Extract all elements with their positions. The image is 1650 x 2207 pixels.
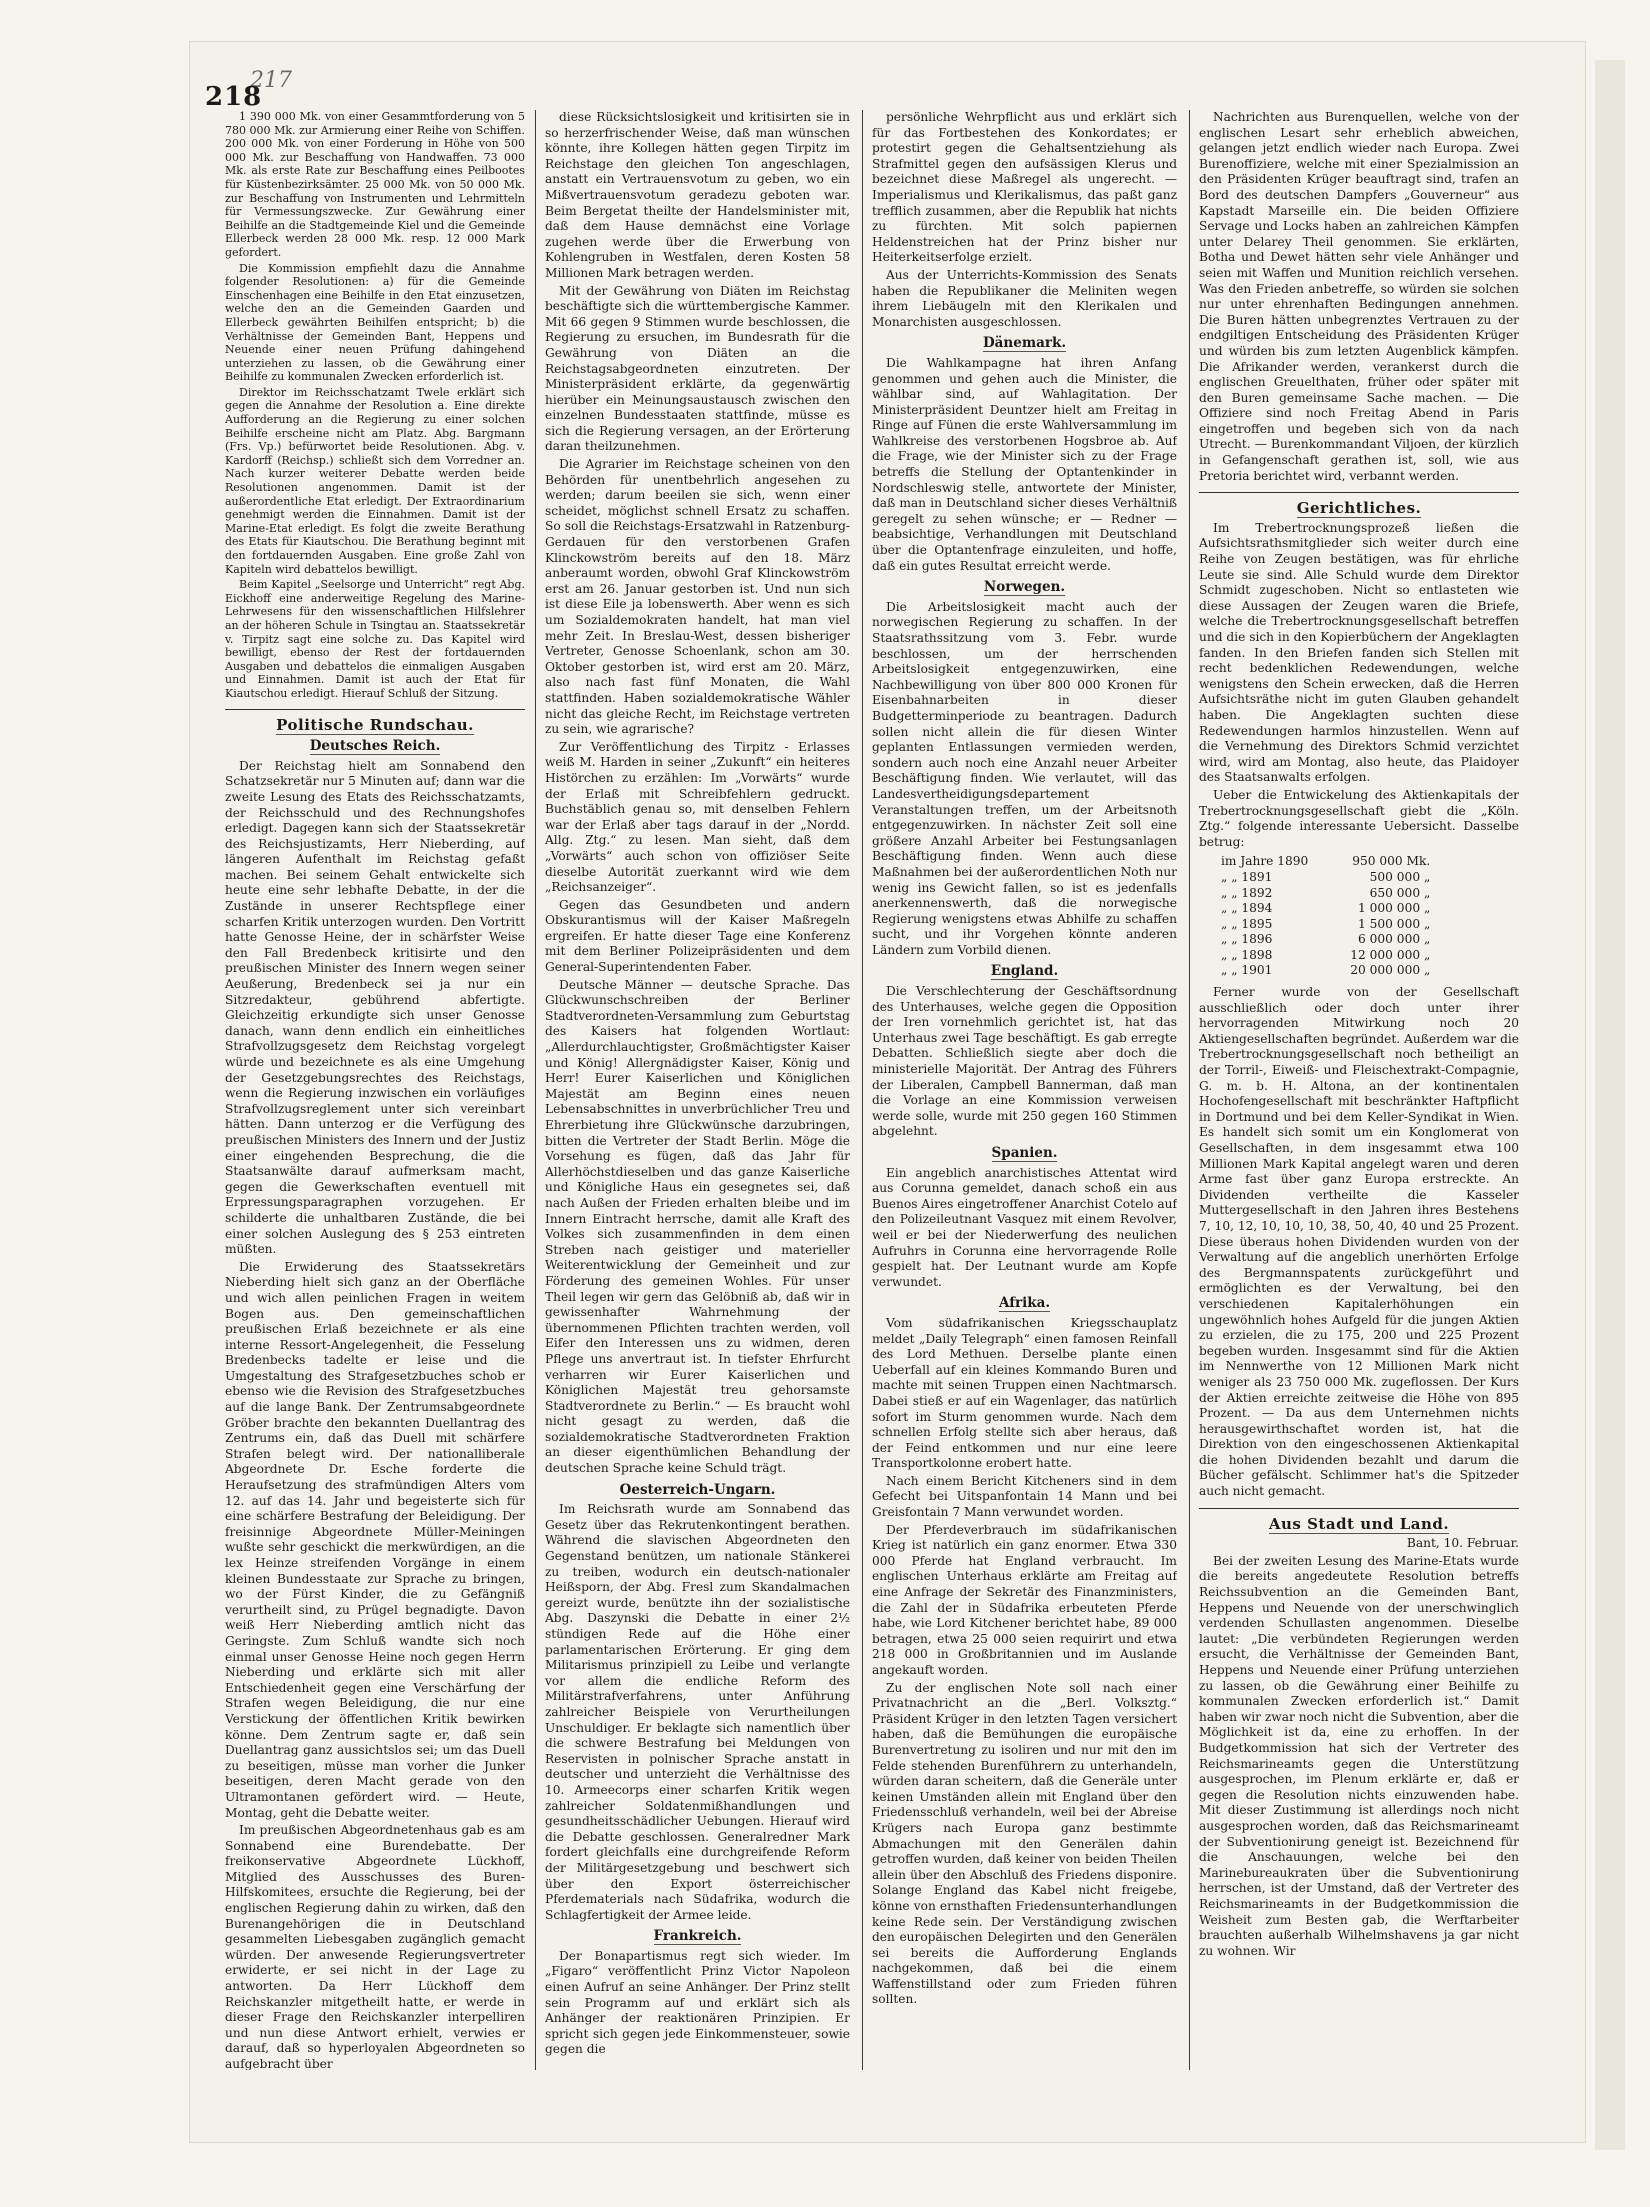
- article-paragraph: Im Reichsrath wurde am Sonnabend das Gesetz über das Rekrutenkontingent berathen. Während die slavischen Abgeordneten den Gegenstand benützen, um nationale Stänkerei zu treiben, wodurch ein deutsch-nationaler Heißsporn, der Abg. Fresl zum Skandalmachen gereizt wurde, benützte ihn der sozialistische Abg. Daszynski die Debatte in einer 2½ stündigen Rede auf die Höhe einer parlamentarischen Erörterung. Er ging dem Militarismus prinzipiell zu Leibe und verlangte vor allem die endliche Reform des Militärstrafverfahrens, unter Anführung zahlreicher Beispiele von Verurtheilungen Unschuldiger. Er beklagte sich namentlich über die schwere Bestrafung bei Meldungen von Reservisten in polnischer Sprache anstatt in deutscher und unterzieht die Verhältnisse des 10. Armeecorps einer scharfen Kritik wegen zahlreicher Soldatenmißhandlungen und gesundheitsschädlicher Uebungen. Hierauf wird die Debatte geschlossen. Generalredner Mark fordert gleichfalls eine durchgreifende Reform der Militärgesetzgebung und beschwert sich über den Export österreichischer Pferdematerials nach Südafrika, wodurch die Schlagfertigkeit der Armee leide.: [545, 1502, 850, 1922]
- table-row: [1215, 901, 1436, 917]
- article-paragraph: Die Verschlechterung der Geschäftsordnung des Unterhauses, welche gegen die Opposition der Iren vornehmlich gerichtet ist, hat das Unterhaus zwei Tage beschäftigt. Es gab erregte Debatten. Schließlich siegte aber doch die ministerielle Majorität. Der Antrag des Führers der Liberalen, Campbell Bannerman, daß man die Vorlage an eine Kommission verweisen werde solle, wurde mit 250 gegen 160 Stimmen abgelehnt.: [872, 984, 1177, 1139]
- col1-block3: Direktor im Reichsschatzamt Twele erklärt sich gegen die Annahme der Resolution a. Eine direkte Aufforderung an die Regierung zu einer solchen Beihilfe erscheine nicht am Platz. Abg. Bargmann (Frs. Vp.) befürwortet beide Resolutionen. Abg. v. Kardorff (Reichsp.) schließt sich dem Vorredner an. Nach kurzer weiterer Debatte werden beide Resolutionen angenommen. Damit ist der außerordentliche Etat erledigt. Der Extraordinarium genehmigt werden die Einnahmen. Damit ist der Marine-Etat erledigt. Es folgt die zweite Berathung des Etats für Kiautschou. Die Berathung beginnt mit den fortdauernden Ausgaben. Eine große Zahl von Kapiteln wird debattelos bewilligt.: [225, 385, 525, 576]
- page-edge: [1595, 60, 1625, 2150]
- subheading-spanien: Spanien.: [991, 1145, 1058, 1161]
- article-paragraph: Die Wahlkampagne hat ihren Anfang genommen und gehen auch die Minister, die wählbar sind, auf Wahlagitation. Der Ministerpräsident Deuntzer hielt am Freitag in Ringe auf Fünen die erste Wahlversammlung im Wahlkreise des verstorbenen Hogsbroe ab. Auf die Frage, wie der Minister sich zu der Frage betreffs die Stellung der Optantenkinder in Nordschleswig stelle, antwortete der Minister, daß man in Deutschland sicher dieses Verhältniß geregelt zu sehen wünsche; er — Redner — beabsichtige, Verhandlungen mit Deutschland über die Optantenfrage einzuleiten, und hoffe, daß ein gutes Resultat erreicht werde.: [872, 355, 1177, 573]
- article-paragraph: Die Agrarier im Reichstage scheinen von den Behörden für unentbehrlich angesehen zu werden; darum beeilen sie sich, wenn einer scheidet, möglichst schnell Ersatz zu schaffen. So soll die Reichstags-Ersatzwahl in Ratzenburg-Gerdauen für den verstorbenen Grafen Klinckowström bereits auf den 18. März anberaumt worden, obwohl Graf Klinckowström erst am 26. Januar gestorben ist. Und nun sich ist diese Eile ja lobenswerth. Aber wenn es sich um Sozialdemokraten handelt, hat man viel mehr Zeit. In Breslau-West, dessen bisheriger Vertreter, Genosse Schoenlank, schon am 30. Oktober gestorben ist, wird erst am 20. März, also nach fast fünf Monaten, die Wahl stattfinden. Haben sozialdemokratische Wähler nicht das gleiche Recht, im Reichstage vertreten zu sein, wie agrarische?: [545, 457, 850, 737]
- column-rule: [862, 110, 863, 2070]
- article-paragraph: Aus der Unterrichts-Kommission des Senats haben die Republikaner die Meliniten wegen ihrem Liebäugeln mit den Klerikalen und Monarchisten ausgeschlossen.: [872, 267, 1177, 329]
- subheading-frankreich: Frankreich.: [653, 1928, 742, 1945]
- section-heading-politische-rundschau: Politische Rundschau.: [276, 715, 474, 734]
- article-paragraph: Die Erwiderung des Staatssekretärs Nieberding hielt sich ganz an der Oberfläche und wich allen peinlichen Fragen in weitem Bogen aus. Den gemeinschaftlichen preußischen Erlaß bezeichnete er als eine interne Ressort-Angelegenheit, die Fesselung Bredenbecks tadelte er leise und die Umgestaltung des Strafgesetzbuches schob er ebenso wie die Revision des Strafgesetzbuches auf die lange Bank. Der Zentrumsabgeordnete Gröber brachte den bekannten Duellantrag des Zentrums ein, daß das Duell mit schärfere Strafen belegt wird. Der nationalliberale Abgeordnete Dr. Esche forderte die Heraufsetzung des strafmündigen Alters vom 12. auf das 14. Jahr und begeisterte sich für eine schärfere Bestrafung der Beleidigung. Der freisinnige Abgeordnete Müller-Meiningen wußte sehr geschickt die merkwürdigen, an die lex Heinze streifenden Vorgänge in einem kleinen Bundesstaate zur Sprache zu bringen, wo der Fürst Kinder, die zu Gefängniß verurtheilt sind, zu Prügel begnadigte. Davon weiß Herr Nieberding amtlich nicht das Geringste. Zum Schluß wandte sich noch einmal unser Genosse Heine noch gegen Herrn Nieberding und erklärte sich mit aller Entschiedenheit gegen eine Verschärfung der Strafen wegen Beleidigung, die nur eine Verstickung der öffentlichen Kritik bewirken könne. Dem Zentrum sagte er, daß sein Duellantrag ganz aussichtslos sei; um das Duell zu beseitigen, müsse man vorher die Junker beseitigen, deren Macht gerade von den Ultramontanen gefördert wird. — Heute, Montag, geht die Debatte weiter.: [225, 1259, 525, 1820]
- capital-table: [1215, 854, 1436, 979]
- section-heading-gerichtliches: Gerichtliches.: [1296, 499, 1422, 518]
- table-cell-year: „ „ 1894: [1221, 901, 1273, 916]
- column-4: [1199, 110, 1519, 2070]
- subheading-afrika: Afrika.: [998, 1295, 1051, 1312]
- column-rule: [535, 110, 536, 2070]
- col1-block2: Die Kommission empfiehlt dazu die Annahme folgender Resolutionen: a) für die Gemeinde Einschenhagen eine Beihilfe in den Etat einzusetzen, welche den an die Gemeinden Gaarden und Ellerbeck gewährten Beihilfen entspricht; b) die Verhältnisse der Gemeinden Bant, Heppens und Neuende einer neuen Prüfung dahingehend unterziehen zu lassen, ob die Gewährung einer Beihilfe zu kommunalen Zwecken erforderlich ist.: [225, 261, 525, 384]
- table-row: [1215, 963, 1436, 979]
- table-cell-year: „ „ 1898: [1221, 947, 1273, 962]
- article-paragraph: Ein angeblich anarchistisches Attentat wird aus Corunna gemeldet, danach schoß ein aus Buenos Aires eingetroffener Anarchist Cotelo auf den Polizeileutnant Vasquez mit einem Revolver, weil er bei der Niederwerfung des neulichen Aufruhrs in Corunna eine hervorragende Rolle gespielt hat. Der Leutnant wurde am Kopfe verwundet.: [872, 1165, 1177, 1289]
- article-paragraph: Die Arbeitslosigkeit macht auch der norwegischen Regierung zu schaffen. In der Staatsrathssitzung vom 3. Febr. wurde beschlossen, um der herrschenden Arbeitslosigkeit entgegenzuwirken, eine Nachbewilligung von über 800 000 Kronen für Eisenbahnarbeiten in dieser Budgetterminperiode zu beantragen. Dadurch sollen nicht allein die für diesen Winter geplanten Entlassungen vermieden werden, sondern auch noch eine Anzahl neuer Arbeiter Beschäftigung finden. Wie verlautet, will das Landesvertheidigungsdepartement Veranstaltungen treffen, um der Arbeitsnoth entgegenzuwirken. In nächster Zeit soll eine größere Anzahl Arbeiter bei Festungsanlagen Beschäftigung finden. Wenn auch diese Maßnahmen bei der außerordentlichen Noth nur wenig ins Gewicht fallen, so ist es jedenfalls anerkennenswerth, daß die norwegische Regierung wenigstens etwas Abhilfe zu schaffen sucht, und ihr Vorgehen könnte anderen Ländern zum Vorbild dienen.: [872, 599, 1177, 957]
- article-paragraph: Nachrichten aus Burenquellen, welche von der englischen Lesart sehr erheblich abweichen, gelangen jetzt endlich wieder nach Europa. Zwei Burenoffiziere, welche mit einer Spezialmission an den Präsidenten Krüger beauftragt sind, trafen an Bord des deutschen Dampfers „Gouverneur“ aus Kapstadt Marseille ein. Die beiden Offiziere Servage und Locks haben an zahlreichen Kämpfen unter Delarey Theil genommen. Sie erklärten, Botha und Dewet hätten sehr viele Anhänger und seien mit Waffen und Munition reichlich versehen. Was den Frieden anbetreffe, so würden sie solchen nur unter ehrenhaften Bedingungen annehmen. Die Buren hätten unbegrenztes Vertrauen zu der endgiltigen Entscheidung des Präsidenten Krüger und würden bis zum letzten Augenblick kämpfen. Die Afrikander werden, verankerst durch die englischen Greuelthaten, früher oder später mit den Buren gemeinsame Sache machen. — Die Offiziere sind noch Freitag Abend in Paris eingetroffen und begeben sich von da nach Utrecht. — Burenkommandant Viljoen, der kürzlich in Gefangenschaft gerathen ist, soll, wie aus Pretoria berichtet wird, verbannt werden.: [1199, 110, 1519, 483]
- article-paragraph: Vom südafrikanischen Kriegsschauplatz meldet „Daily Telegraph“ einen famosen Reinfall des Lord Methuen. Derselbe plante einen Ueberfall auf ein kleines Kommando Buren und machte mit seinen Truppen einen Nachtmarsch. Dabei stieß er auf ein Wagenlager, das natürlich sofort im Sturm genommen wurde. Nach dem schnellen Erfolg stellte sich aber heraus, daß der Feind entkommen und nur eine leere Transportkolonne erobert hatte.: [872, 1315, 1177, 1471]
- table-row: [1215, 870, 1436, 886]
- column-2: [545, 110, 850, 2070]
- table-cell-year: „ „ 1901: [1221, 963, 1273, 978]
- table-row: [1215, 932, 1436, 948]
- table-cell-value: 20 000 000 „: [1350, 963, 1431, 978]
- col1-block1: 1 390 000 Mk. von einer Gesammtforderung von 5 780 000 Mk. zur Armierung einer Reihe von Schiffen. 200 000 Mk. von einer Forderung in Höhe von 500 000 Mk. zur Beschaffung von Handwaffen. 73 000 Mk. als erste Rate zur Beschaffung eines Peilbootes für Küstenbezirksämter. 25 000 Mk. von 50 000 Mk. zur Beschaffung von Instrumenten und Lehrmitteln für Vermessungszwecke. Zur Gewährung einer Beihilfe an die Stadtgemeinde Kiel und die Gemeinde Ellerbeck werden 28 000 Mk. resp. 12 000 Mark gefordert.: [225, 110, 525, 259]
- table-row: [1215, 854, 1436, 870]
- old-page-number: 217: [250, 68, 292, 93]
- table-row: [1215, 886, 1436, 902]
- article-paragraph: Nach einem Bericht Kitcheners sind in dem Gefecht bei Uitspanfontain 14 Mann und bei Greisfontain 7 Mann verwundet worden.: [872, 1473, 1177, 1520]
- divider: [225, 709, 525, 710]
- table-cell-value: 1 000 000 „: [1358, 901, 1431, 916]
- table-cell-year: „ „ 1895: [1221, 916, 1273, 931]
- article-paragraph: persönliche Wehrpflicht aus und erklärt sich für das Fortbestehen des Konkordates; er protestirt gegen die Gehaltsentziehung als Strafmittel gegen den aufsässigen Klerus und bezeichnet diese Maßregel als ungerecht. — Imperialismus und Klerikalismus, das paßt ganz trefflich zusammen, aber die Republik hat nichts zu fürchten. Mit solch papiernen Heldenstreichen hat der Prinz bisher nur Heiterkeitserfolge erzielt.: [872, 110, 1177, 265]
- divider: [1199, 1508, 1519, 1509]
- table-cell-year: „ „ 1891: [1221, 869, 1273, 884]
- subheading-deutsches-reich: Deutsches Reich.: [309, 738, 441, 755]
- article-paragraph: Der Reichstag hielt am Sonnabend den Schatzsekretär nur 5 Minuten auf; dann war die zweite Lesung des Etats des Reichsschatzamts, der Reichsschuld und des Rechnungshofes erledigt. Dagegen kann sich der Staatssekretär des Reichsjustizamts, Herr Nieberding, auf längeren Aufenthalt im Reichstag gefaßt machen. Bei seinem Gehalt entwickelte sich heute eine sehr lebhafte Debatte, in der die Zustände in unserer Rechtspflege einer scharfen Kritik unterzogen wurden. Den Vortritt hatte Genosse Heine, der in schärfster Weise den Fall Bredenbeck kritisirte und den preußischen Minister des Innern wegen seiner Aeußerung, Bredenbeck sei ja nur ein Sitzredakteur, gebührend abfertigte. Gleichzeitig erkundigte sich unser Genosse danach, wann denn endlich ein einheitliches Strafvollzugsgesetz dem Reichstag vorgelegt würde und bezeichnete es als eine Umgehung der Gesetzgebungsrechtes des Reichstags, wenn die Regierung inzwischen ein vorläufiges Strafvollzugsreglement unter sich vereinbart hätten. Dann unterzog er die Verfügung des preußischen Ministers des Innern und der Justiz einer eingehenden Besprechung, die die Staatsanwälte darauf aufmerksam macht, gegen die Gewerkschaften eventuell mit Erpressungsparagraphen vorzugehen. Er schilderte die unhaltbaren Zustände, die bei einer solchen Auslegung des § 253 eintreten müßten.: [225, 758, 525, 1257]
- article-paragraph: Der Bonapartismus regt sich wieder. Im „Figaro“ veröffentlicht Prinz Victor Napoleon einen Aufruf an seine Anhänger. Der Prinz stellt sein Programm auf und erklärt sich als Anhänger der reaktionären Prinzipien. Er spricht sich gegen jede Einkommensteuer, sowie gegen die: [545, 1948, 850, 2057]
- table-cell-value: 650 000 „: [1369, 885, 1431, 900]
- article-paragraph: Zu der englischen Note soll nach einer Privatnachricht an die „Berl. Volksztg.“ Präsident Krüger in den letzten Tagen versichert haben, daß die Bemühungen die europäische Burenvertretung zu isoliren und nur mit den im Felde stehenden Burenführern zu unterhandeln, würden daran scheitern, daß die Generäle unter keinen Umständen allein mit England über den Friedensschluß verhandeln, weil bei der Abreise Krügers nach Europa ganz bestimmte Abmachungen mit den Generälen dahin getroffen wurden, daß keiner von beiden Theilen allein über den Abschluß des Friedens disponire. Solange England das Kabel nicht freigebe, könne von ernsthaften Friedensunterhandlungen keine Rede sein. Der Verständigung zwischen den europäischen Delegirten und den Generälen sei bereits die Aufforderung Englands nachgekommen, daß bei die einem Waffenstillstand oder zum Frieden führen sollten.: [872, 1680, 1177, 2007]
- article-paragraph: Der Pferdeverbrauch im südafrikanischen Krieg ist natürlich ein ganz enormer. Etwa 330 000 Pferde hat England verbraucht. Im englischen Unterhaus erklärte am Freitag auf eine Anfrage der Sekretär des Finanzministers, die Zahl der in Südafrika erbeuteten Pferde habe, wie Lord Kitchener berichtet habe, 89 000 betragen, etwa 25 000 seien requirirt und etwa 218 000 in Großbritannien und im Auslande angekauft worden.: [872, 1522, 1177, 1677]
- column-rule: [1189, 110, 1190, 2070]
- table-cell-value: 1 500 000 „: [1358, 916, 1431, 931]
- column-1: [225, 110, 525, 2070]
- page-number: 218: [205, 82, 263, 112]
- table-cell-value: 6 000 000 „: [1358, 932, 1431, 947]
- col1-block4: Beim Kapitel „Seelsorge und Unterricht“ regt Abg. Eickhoff eine anderweitige Regelung des Marine-Lehrwesens für den wissenschaftlichen Hilfslehrer an der höheren Schule in Tsingtau an. Staatssekretär v. Tirpitz sagt eine solche zu. Das Kapitel wird bewilligt, ebenso der Rest der fortdauernden Ausgaben und debattelos die einmaligen Ausgaben und Einnahmen. Damit ist auch der Etat für Kiautschou erledigt. Hierauf Schluß der Sitzung.: [225, 578, 525, 700]
- article-paragraph: Ferner wurde von der Gesellschaft ausschließlich oder doch unter ihrer hervorragenden Mitwirkung noch 20 Aktiengesellschaften begründet. Außerdem war die Trebertrocknungsgesellschaft noch betheiligt an der Torril-, Eiweiß- und Fleischextrakt-Compagnie, G. m. b. H. Altona, an der kontinentalen Hochofengesellschaft mit beschränkter Haftpflicht in Dortmund und bei dem Keller-Syndikat in Wien. Es handelt sich somit um ein Konglomerat von Gesellschaften, in dem insgesammt etwa 100 Millionen Mark Kapital angelegt waren und deren Arme fast über ganz Europa erstreckte. An Dividenden vertheilte die Kasseler Muttergesellschaft in den Jahren ihres Bestehens 7, 10, 12, 10, 10, 10, 38, 50, 40, 40 und 25 Prozent. Diese überaus hohen Dividenden wurden von der Verwaltung auf die angeblich unerhörten Erfolge des Bergmannspatents zurückgeführt und ermöglichten es der Verwaltung, bei den verschiedenen Kapitalerhöhungen ein ungewöhnlich hohes Aufgeld für die jungen Aktien zu erzielen, die zu 175, 200 und 225 Prozent begeben wurden. Insgesammt sind für die Aktien im Nennwerthe von 12 Millionen Mark nicht weniger als 23 750 000 Mk. zugeflossen. Der Kurs der Aktien erreichte zeitweise die Höhe von 895 Prozent. — Da aus dem Unternehmen nichts herausgewirthschaftet worden ist, hat die Direktion von den eingeschossenen Aktienkapital die hohen Dividenden bezahlt und darum die Bücher gefälscht. Schlimmer hat's die Spitzeder auch nicht gemacht.: [1199, 985, 1519, 1499]
- article-paragraph: Bei der zweiten Lesung des Marine-Etats wurde die bereits angedeutete Resolution betreffs Reichssubvention an die Gemeinden Bant, Heppens und Neuende von der unerschwinglich verdenden Schullasten angenommen. Dieselbe lautet: „Die verbündeten Regierungen werden ersucht, die Verhältnisse der Gemeinden Bant, Heppens und Neuende einer Prüfung unterziehen zu lassen, ob die Gewährung einer Beihilfe zu kommunalen Zwecken erforderlich ist.“ Damit haben wir zwar noch nicht die Subvention, aber die Möglichkeit ist da, eine zu erhoffen. In der Budgetkommission hat sich der Vertreter des Reichsmarineamts gegen die Unterstützung ausgesprochen, im Plenum erklärte er, daß er gegen die Resolution nichts einzuwenden habe. Mit dieser Zustimmung ist allerdings noch nicht ausgesprochen worden, daß das Reichsmarineamt der Subventionirung geneigt ist. Bezeichnend für die Anschauungen, welche bei den Marinebureaukraten über die Subventionirung herrschen, ist der Umstand, daß der Vertreter des Reichsmarineamts in der Budgetkommission die Weisheit zum Besten gab, die Werftarbeiter brauchten außerhalb Wilhelmshavens ja gar nicht zu wohnen. Wir: [1199, 1553, 1519, 1958]
- article-paragraph: Gegen das Gesundbeten und andern Obskurantismus will der Kaiser Maßregeln ergreifen. Er hatte dieser Tage eine Konferenz mit dem Berliner Polizeipräsidenten und dem General-Superintendenten Faber.: [545, 897, 850, 975]
- article-paragraph: Im preußischen Abgeordnetenhaus gab es am Sonnabend eine Burendebatte. Der freikonservative Abgeordnete Lückhoff, Mitglied des Ausschusses des Buren-Hilfskomitees, ersuchte die Regierung, bei der englischen Regierung dahin zu wirken, daß den Burenangehörigen die in Deutschland gesammelten Liebesgaben zugänglich gemacht würden. Der anwesende Regierungsvertreter erwiderte, er sei nicht in der Lage zu antworten. Da Herr Lückhoff dem Reichskanzler mitgetheilt hatte, er werde in dieser Frage den Reichskanzler interpelliren und nun diese Antwort erhielt, verwies er darauf, daß so hyperloyalen Abgeordneten so aufgebracht über: [225, 1823, 525, 2070]
- dateline: Bant, 10. Februar.: [1406, 1536, 1519, 1551]
- subheading-england: England.: [990, 963, 1059, 980]
- table-cell-value: 950 000 Mk.: [1352, 854, 1431, 869]
- table-cell-year: „ „ 1892: [1221, 885, 1273, 900]
- divider: [1199, 492, 1519, 493]
- article-paragraph: Im Trebertrocknungsprozeß ließen die Aufsichtsrathsmitglieder sich weiter durch eine Reihe von Zeugen bestätigen, was für ehrliche Leute sie sind. Alle Schuld wurde dem Direktor Schmidt zugeschoben. Nicht so entlasteten wie diese Aussagen der Zeugen waren die Briefe, welche die Trebertrocknungsgesellschaft betreffen und die sich in den Kopierbüchern der Angeklagten fanden. In den Briefen fanden sich Stellen mit recht bedenklichen Redewendungen, welche wenigstens den Schein erwecken, daß die Herren Aufsichtsräthe nicht im guten Glauben gehandelt haben. Die Angeklagten suchten diese Redewendungen harmlos hinzustellen. Wenn auf die Vernehmung des Direktors Schmid verzichtet wird, wird am Montag, also heute, das Plaidoyer des Staatsanwalts erfolgen.: [1199, 520, 1519, 785]
- table-cell-value: 12 000 000 „: [1350, 947, 1431, 962]
- table-cell-value: 500 000 „: [1369, 869, 1431, 884]
- article-paragraph: diese Rücksichtslosigkeit und kritisirten sie in so herzerfrischender Weise, daß man wünschen könnte, ihre Kollegen hätten gegen Tirpitz im Reichstage den gleichen Ton angeschlagen, anstatt ein Vertrauensvotum zu geben, wo ein Mißvertrauensvotum geradezu geboten war. Beim Bergetat theilte der Handelsminister mit, daß dem Hause demnächst eine Vorlage zugehen werde über die Erwerbung von Kohlengruben in Westfalen, deren Kosten 58 Millionen Mark betragen werden.: [545, 110, 850, 280]
- table-row: [1215, 948, 1436, 964]
- article-paragraph: Ueber die Entwickelung des Aktienkapitals der Trebertrocknungsgesellschaft giebt die „Köln. Ztg.“ folgende interessante Uebersicht. Dasselbe betrug:: [1199, 787, 1519, 849]
- table-cell-year: im Jahre 1890: [1221, 854, 1309, 869]
- column-3: [872, 110, 1177, 2070]
- table-cell-year: „ „ 1896: [1221, 932, 1273, 947]
- subheading-norwegen: Norwegen.: [983, 579, 1066, 596]
- subheading-daenemark: Dänemark.: [982, 335, 1067, 352]
- subheading-oesterreich-ungarn: Oesterreich-Ungarn.: [619, 1481, 776, 1498]
- section-heading-aus-stadt-und-land: Aus Stadt und Land.: [1268, 1514, 1450, 1533]
- article-paragraph: Zur Veröffentlichung des Tirpitz - Erlasses weiß M. Harden in seiner „Zukunft“ ein heiteres Histörchen zu erzählen: Im „Vorwärts“ wurde der Erlaß mit Schreibfehlern gedruckt. Buchstäblich genau so, mit denselben Fehlern war der Erlaß aber tags darauf in der „Nordd. Allg. Ztg.“ zu lesen. Man sieht, daß dem „Vorwärts“ auch schon von offiziöser Seite dieselbe Autorität zuerkannt wird wie dem „Reichsanzeiger“.: [545, 739, 850, 895]
- article-paragraph: Mit der Gewährung von Diäten im Reichstag beschäftigte sich die württembergische Kammer. Mit 66 gegen 9 Stimmen wurde beschlossen, die Regierung zu ersuchen, im Bundesrath für die Gewährung von Diäten an die Reichstagsabgeordneten einzutreten. Der Ministerpräsident erklärte, da gegenwärtig hierüber ein Meinungsaustausch zwischen den einzelnen Bundesstaaten stattfinde, müsse es sich die Regierung versagen, an der Erörterung daran theilzunehmen.: [545, 283, 850, 454]
- article-paragraph: Deutsche Männer — deutsche Sprache. Das Glückwunschschreiben der Berliner Stadtverordneten-Versammlung zum Geburtstag des Kaisers hat folgenden Wortlaut: „Allerdurchlauchtigster, Großmächtigster Kaiser und König! Allergnädigster Kaiser, König und Herr! Eurer Kaiserlichen und Königlichen Majestät am Beginn eines neuen Lebensabschnittes in unverbrüchlicher Treu und Ehrerbietung ihre Glückwünsche darzubringen, bitten die Vertreter der Stadt Berlin. Möge die Vorsehung es fügen, daß das Jahr für Allerhöchstdieselben und das ganze Kaiserliche und Königliche Haus ein gesegnetes sei, daß nach Außen der Frieden erhalten bleibe und im Innern Eintracht herrsche, damit alle Kraft des Volkes sich zusammenfinden in dem einen Streben nach geistiger und materieller Weiterentwicklung der Gemeinheit und zur Förderung des gemeinen Wohles. Für unser Theil legen wir gern das Gelöbniß ab, daß wir in gewissenhafter Wahrnehmung der übernommenen Pflichten trachten werden, voll Eifer den Interessen uns zu widmen, deren Pflege uns anvertraut ist. In tiefster Ehrfurcht verharren wir Eurer Kaiserlichen und Königlichen Majestät treu gehorsamste Stadtverordnete zu Berlin.“ — Es braucht wohl nicht gesagt zu werden, daß die sozialdemokratische Stadtverordneten Fraktion an dieser eigenthümlichen Behandlung der deutschen Sprache keine Schuld trägt.: [545, 977, 850, 1476]
- table-row: [1215, 917, 1436, 933]
